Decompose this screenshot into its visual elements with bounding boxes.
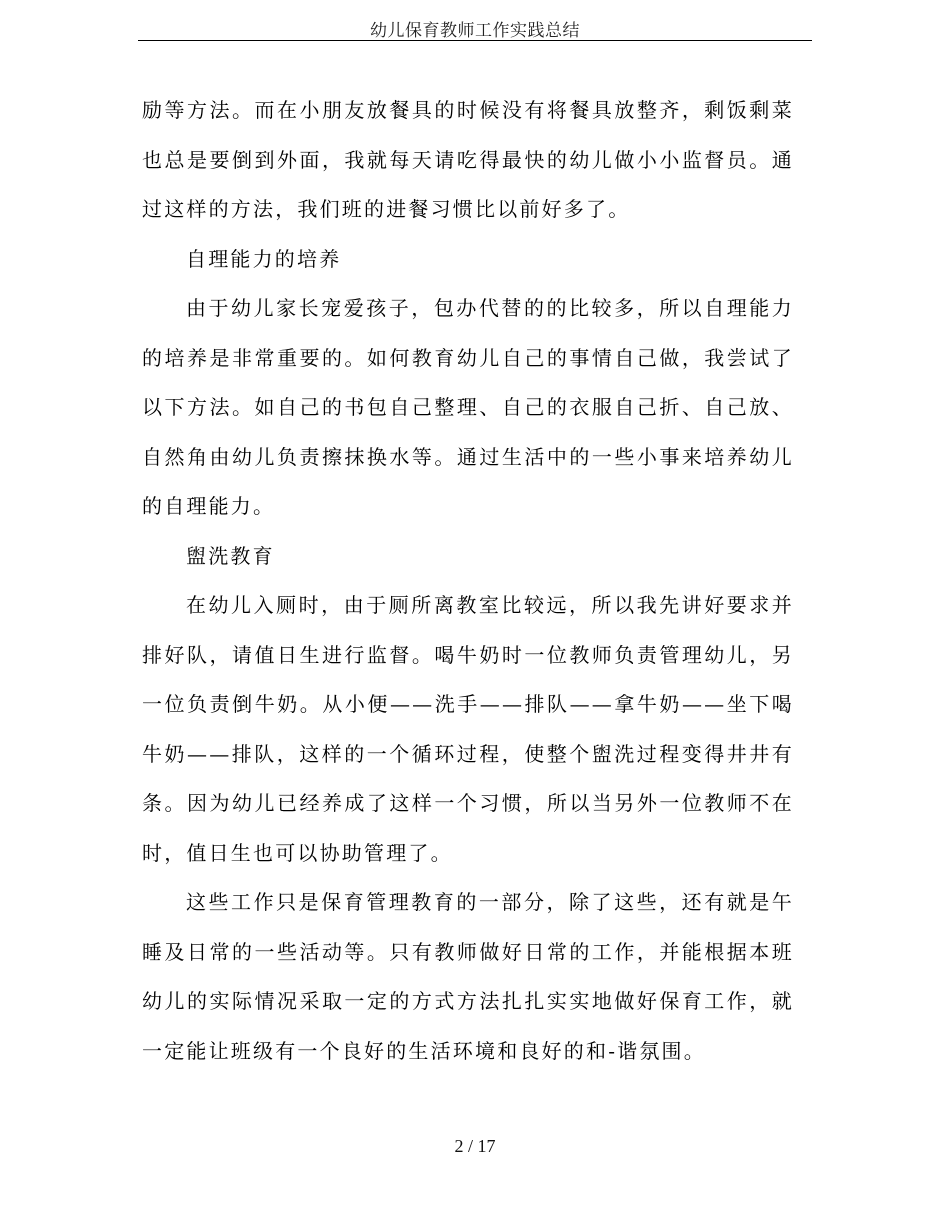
page-number: 2 / 17 — [454, 1136, 496, 1156]
paragraph-self-care: 由于幼儿家长宠爱孩子，包办代替的的比较多，所以自理能力的培养是非常重要的。如何教育幼儿自己的事情自己做，我尝试了以下方法。如自己的书包自己整理、自己的衣服自己折、自己放、自然角由幼儿负责擦抹换水等。通过生活中的一些小事来培养幼儿的自理能力。 — [142, 296, 794, 518]
section-heading-self-care: 自理能力的培养 — [186, 246, 342, 271]
page-header — [138, 14, 812, 41]
section-heading-washing: 盥洗教育 — [186, 543, 275, 568]
document-body — [142, 86, 794, 1076]
document-title: 幼儿保育教师工作实践总结 — [370, 21, 580, 41]
paragraph-conclusion: 这些工作只是保育管理教育的一部分，除了这些，还有就是午睡及日常的一些活动等。只有教师做好日常的工作，并能根据本班幼儿的实际情况采取一定的方式方法扎扎实实地做好保育工作，就一定能让班级有一个良好的生活环境和良好的和-谐氛围。 — [142, 890, 794, 1063]
paragraph-dining-habits: 励等方法。而在小朋友放餐具的时候没有将餐具放整齐，剩饭剩菜也总是要倒到外面，我就每天请吃得最快的幼儿做小小监督员。通过这样的方法，我们班的进餐习惯比以前好多了。 — [142, 98, 794, 221]
paragraph-washing: 在幼儿入厕时，由于厕所离教室比较远，所以我先讲好要求并排好队，请值日生进行监督。喝牛奶时一位教师负责管理幼儿，另一位负责倒牛奶。从小便——洗手——排队——拿牛奶——坐下喝牛奶——排队，这样的一个循环过程，使整个盥洗过程变得井井有条。因为幼儿已经养成了这样一个习惯，所以当另外一位教师不在时，值日生也可以协助管理了。 — [142, 593, 794, 865]
